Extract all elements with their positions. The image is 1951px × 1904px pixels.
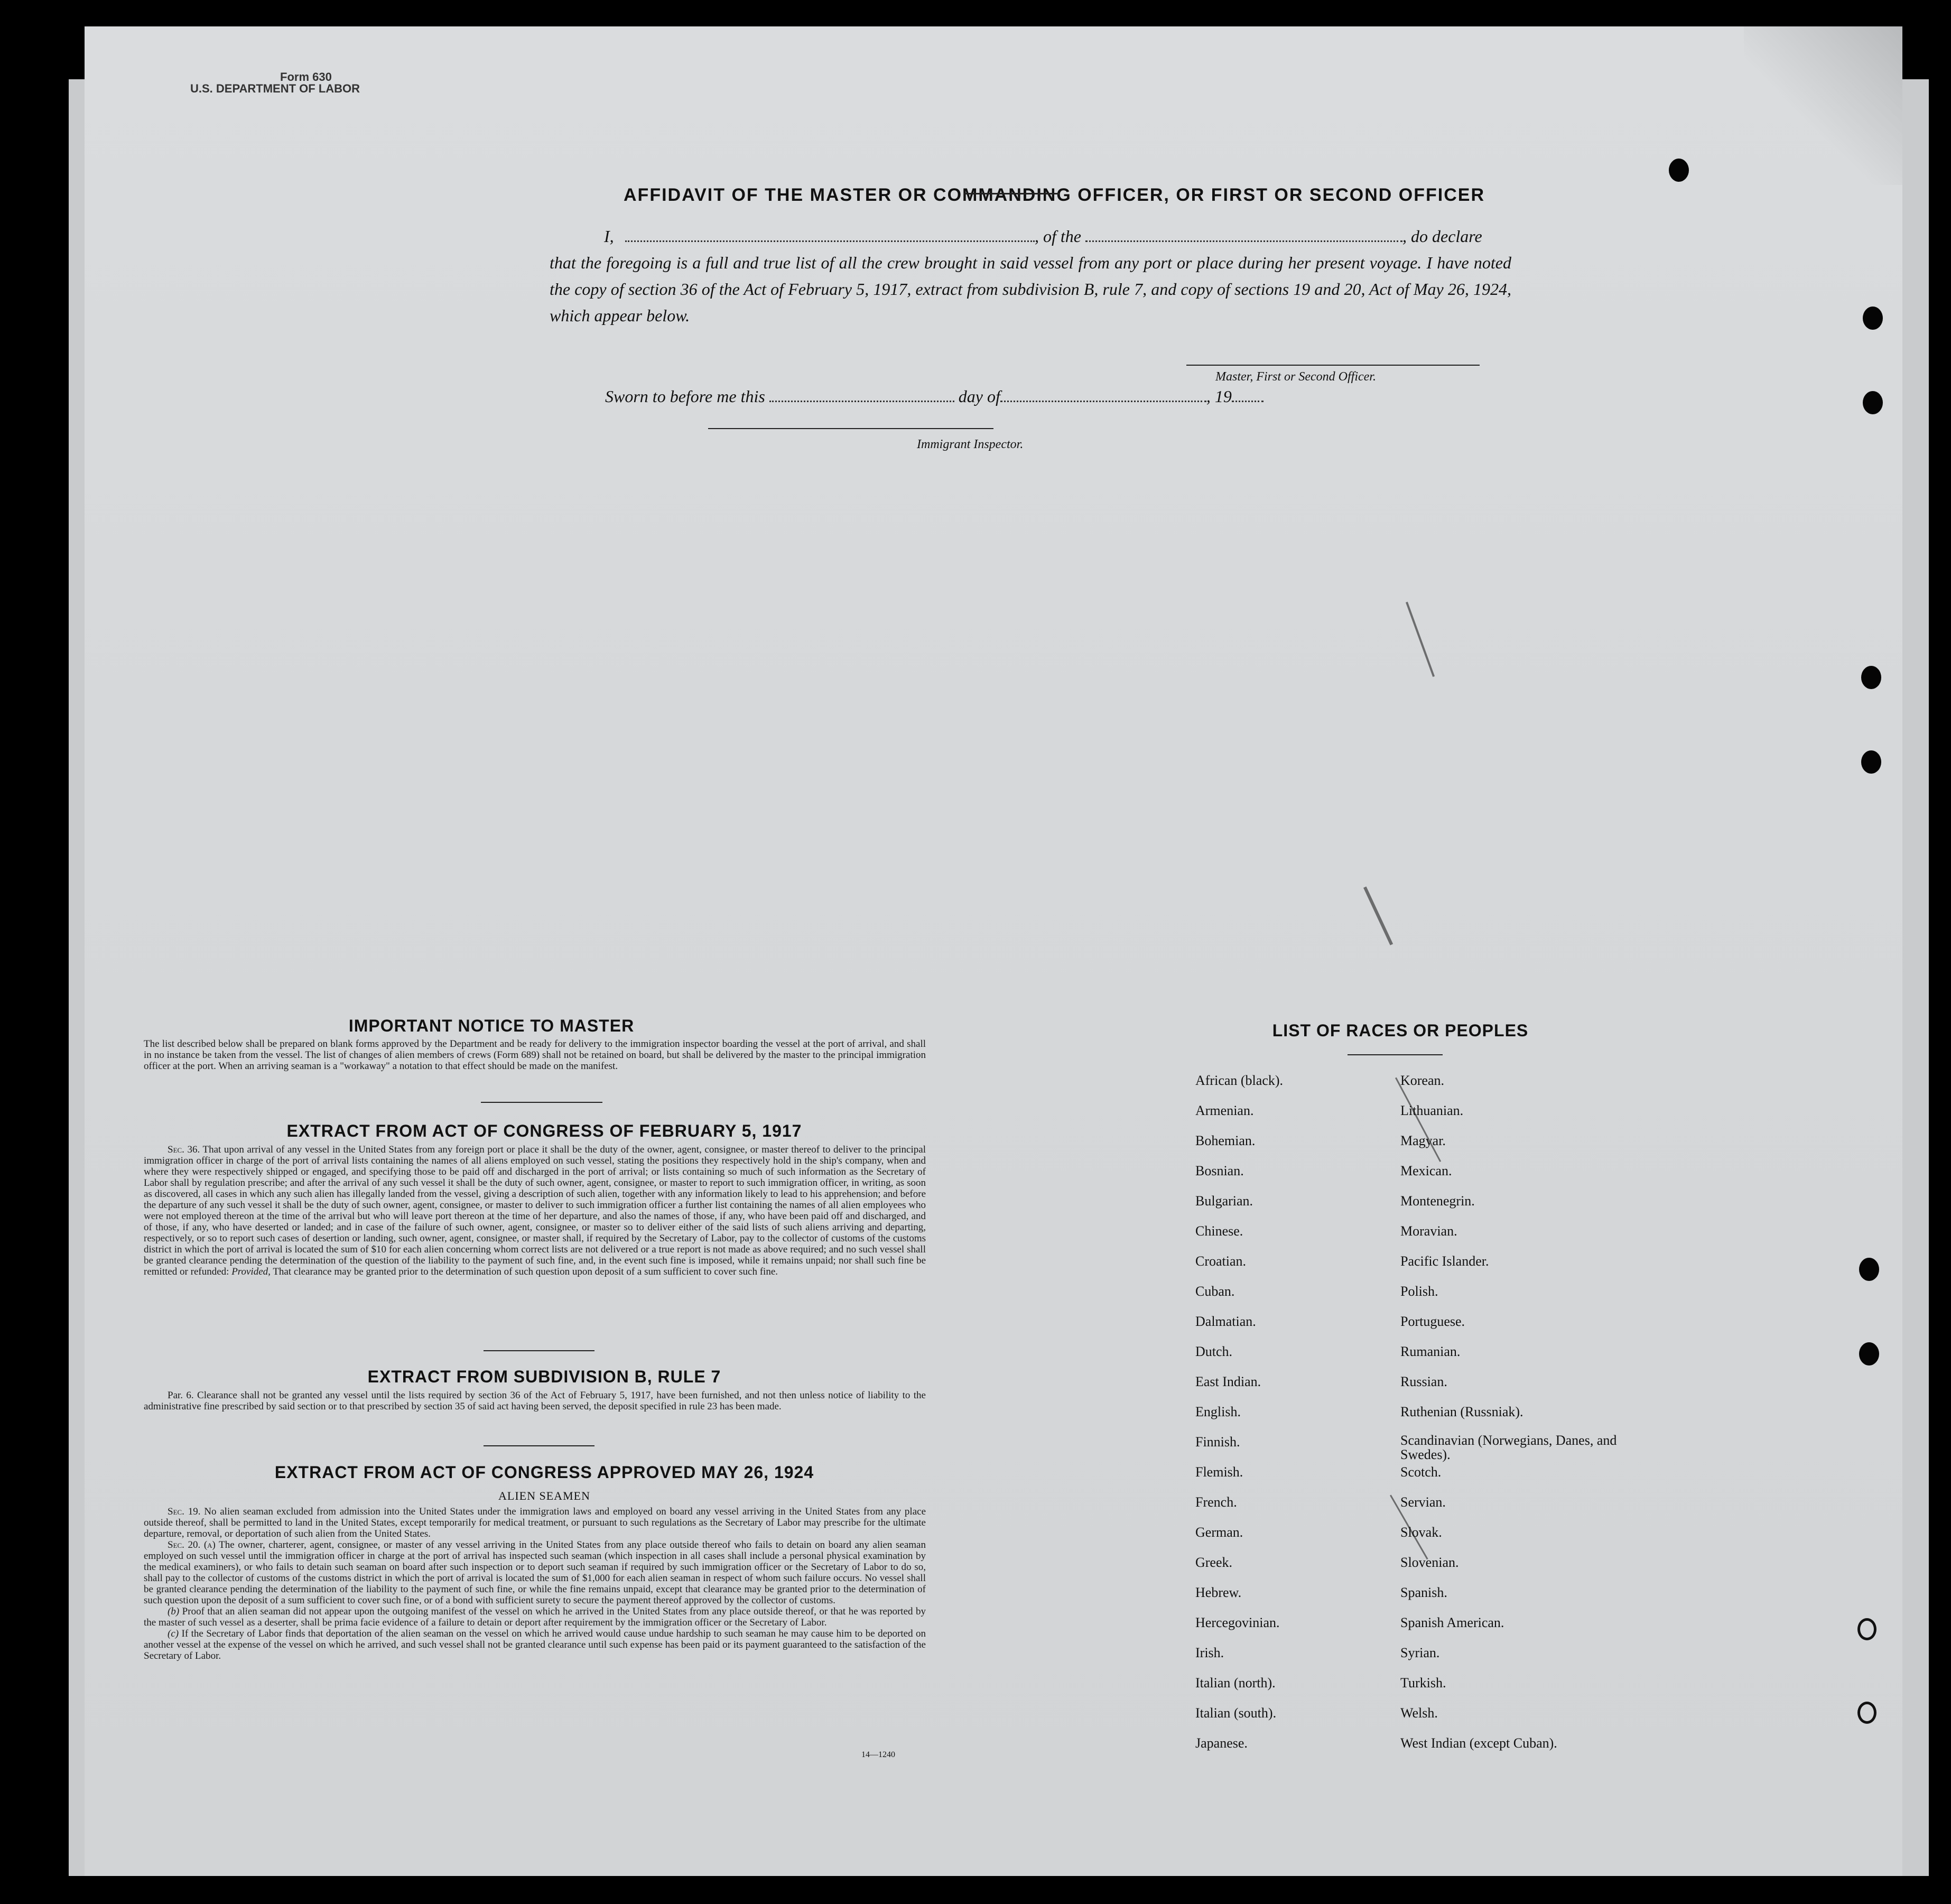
sec-19-label: Sec. 19. (168, 1506, 201, 1517)
race-item: Finnish. (1195, 1434, 1240, 1450)
sec-36-proviso: Provided, (231, 1266, 271, 1277)
punch-hole (1861, 750, 1881, 774)
races-right-column (1400, 1072, 1622, 1764)
notice-rule (481, 1102, 602, 1103)
sec-20b-text: Proof that an alien seaman did not appear upon the outgoing manifest of the vessel on which he arrived in the United States from any place outside thereof, or that he was reported by the master of such vessel as a deserter, shall be prima facie evidence of a failure to detain or deport after requirement by the immigration officer or the Secretary of Labor. (144, 1606, 926, 1628)
race-item: Italian (south). (1195, 1705, 1277, 1721)
punch-hole (1857, 1618, 1876, 1640)
race-item: Bohemian. (1195, 1133, 1256, 1148)
race-item: Turkish. (1400, 1675, 1446, 1691)
sworn-month-field[interactable] (1000, 386, 1206, 402)
race-item: Bosnian. (1195, 1163, 1244, 1178)
race-item: Croatian. (1195, 1253, 1247, 1269)
scan-scratch (1406, 602, 1435, 677)
punch-hole (1669, 159, 1689, 182)
race-item: Korean. (1400, 1073, 1445, 1088)
race-item: Spanish American. (1400, 1615, 1504, 1630)
inspector-signature-line[interactable] (708, 428, 993, 429)
sec-20c (144, 1628, 926, 1661)
race-item: Scotch. (1400, 1464, 1442, 1480)
race-item: Lithuanian. (1400, 1103, 1464, 1118)
affidavit-i: I, (604, 227, 614, 246)
race-item: Hebrew. (1195, 1585, 1242, 1600)
race-item: Rumanian. (1400, 1344, 1461, 1359)
notice-title: IMPORTANT NOTICE TO MASTER (348, 1016, 635, 1035)
extract-1924-text (144, 1506, 926, 1661)
sec-20c-label: (c) (168, 1628, 179, 1639)
race-item: Flemish. (1195, 1464, 1243, 1480)
race-item: Chinese. (1195, 1223, 1243, 1239)
form-department: U.S. DEPARTMENT OF LABOR (190, 82, 360, 95)
affidavit-body: that the foregoing is a full and true list of all the crew brought in said vessel from any port or place during her present voyage. I have noted the copy of section 36 of the Act of February 5, 1917, extract from subdivision B, rule 7, and copy of sections 19 and 20, Act of May 26, 1924, which appear below. (550, 253, 1511, 325)
race-item: East Indian. (1195, 1374, 1261, 1389)
extract-1917-text (144, 1144, 926, 1277)
race-item: Ruthenian (Russniak). (1400, 1404, 1523, 1419)
race-item: Dalmatian. (1195, 1314, 1256, 1329)
race-item: Slovenian. (1400, 1555, 1459, 1570)
sec-20b-label: (b) (168, 1606, 180, 1617)
rule-7-rule (484, 1445, 594, 1446)
form-number: Form 630 (280, 70, 332, 83)
affidavit-title-rule (964, 193, 1060, 194)
sec-20b (144, 1606, 926, 1628)
races-title-rule (1348, 1054, 1443, 1055)
race-item: Scandinavian (Norwegians, Danes, and Swedes). (1400, 1433, 1617, 1462)
sworn-day-field[interactable] (769, 386, 954, 402)
race-item: Servian. (1400, 1494, 1446, 1510)
race-item: Pacific Islander. (1400, 1253, 1489, 1269)
race-item: Montenegrin. (1400, 1193, 1475, 1209)
extract-1917-title: EXTRACT FROM ACT OF CONGRESS OF FEBRUARY 5, 1917 (286, 1121, 802, 1140)
race-item: Bulgarian. (1195, 1193, 1253, 1209)
sec-19 (144, 1506, 926, 1539)
race-item: Italian (north). (1195, 1675, 1276, 1691)
races-title: LIST OF RACES OR PEOPLES (1272, 1021, 1529, 1040)
race-item: Japanese. (1195, 1735, 1248, 1751)
sworn-prefix: Sworn to before me this (605, 387, 765, 406)
master-signature-caption: Master, First or Second Officer. (1215, 370, 1376, 384)
race-item: Syrian. (1400, 1645, 1440, 1660)
race-item: Slovak. (1400, 1525, 1442, 1540)
race-item: English. (1195, 1404, 1241, 1419)
punch-hole (1859, 1342, 1879, 1366)
race-item: Dutch. (1195, 1344, 1233, 1359)
race-item: Spanish. (1400, 1585, 1447, 1600)
race-item: German. (1195, 1525, 1243, 1540)
affidavit-of-the: , of the (1035, 227, 1081, 246)
race-item: French. (1195, 1494, 1237, 1510)
race-item: Mexican. (1400, 1163, 1452, 1178)
rule-7-text: Par. 6. Clearance shall not be granted any vessel until the lists required by section 36 of the Act of February 5, 1917, have been furnished, and not then unless notice of liability to the administrative fine prescribed by said section or to that prescribed by section 35 of said act having been served, the deposit specified in rule 23 has been made. (144, 1390, 926, 1412)
master-signature-line[interactable] (1186, 365, 1480, 366)
races-left-column (1195, 1072, 1396, 1764)
form-header (190, 71, 360, 95)
race-item: Cuban. (1195, 1284, 1235, 1299)
race-item: African (black). (1195, 1073, 1284, 1088)
notice-text: The list described below shall be prepared on blank forms approved by the Department and be ready for delivery to the immigration inspector boarding the vessel at the port of arrival, and shall in no instance be taken from the vessel. The list of changes of alien members of crews (Form 689) shall not be retained on board, but shall be delivered by the master to the principal immigration officer at the port. When an arriving seaman is a "workaway" a notation to that effect should be made on the manifest. (144, 1038, 926, 1072)
sec-36-tail: That clearance may be granted prior to the determination of such question upon deposit of a sum sufficient to cover such fine. (273, 1266, 778, 1277)
race-item: West Indian (except Cuban). (1400, 1735, 1557, 1751)
vessel-name-field[interactable] (1085, 226, 1402, 242)
extract-1924-title: EXTRACT FROM ACT OF CONGRESS APPROVED MAY 26, 1924 (274, 1463, 814, 1482)
race-item: Portuguese. (1400, 1314, 1465, 1329)
scan-scratch (1363, 886, 1393, 945)
alien-seamen-subtitle: ALIEN SEAMEN (498, 1489, 590, 1502)
sec-20a (144, 1539, 926, 1606)
race-item: Welsh. (1400, 1705, 1438, 1721)
race-item: Irish. (1195, 1645, 1224, 1660)
race-item: Polish. (1400, 1284, 1438, 1299)
affidavit-do-declare: , do declare (1402, 227, 1482, 246)
race-item: Armenian. (1195, 1103, 1254, 1118)
page-corner-shadow (1744, 26, 1902, 185)
print-code: 14—1240 (861, 1750, 895, 1759)
document-page (85, 26, 1902, 1876)
extract-1917-rule (484, 1350, 594, 1351)
sworn-line (605, 383, 1398, 410)
race-item: Moravian. (1400, 1223, 1457, 1239)
punch-hole (1857, 1702, 1876, 1724)
punch-hole (1861, 666, 1881, 689)
sec-36-text: That upon arrival of any vessel in the United States from any foreign port or place it shall be the duty of the owner, agent, consignee, or master thereof to deliver to the principal immigration officer in charge of the port of arrival lists containing the names of all aliens employed on such vessel, stating the positions they respectively hold in the ship's company, when and where they were respectively shipped or engaged, and specifying those to be paid off and discharged in the port of arrival; or lists containing so much of such information as the Secretary of Labor shall by regulation prescribe; and after the arrival of any such vessel it shall be the duty of such owner, agent, consignee, or master to report to such immigration officer, in writing, as soon as discovered, all cases in which any such alien has illegally landed from the vessel, giving a description of such alien, together with any information likely to lead to his apprehension; and before the departure of any such vessel it shall be the duty of such owner, agent, consignee, or master to deliver to such immigration officer a further list containing the names of all alien employees who were not employed thereon at the time of the arrival but who will leave port thereon at the time of her departure, and also the names of those, if any, who have been paid off and discharged, and of those, if any, who have deserted or landed; and in case of the failure of such owner, agent, consignee, or master so to deliver either of the said lists of such aliens arriving and departing, respectively, or so to report such cases of desertion or landing, such owner, agent, consignee, or master shall, if required by the Secretary of Labor, pay to the collector of customs of the customs district in which the port of arrival is located the sum of $10 for each alien concerning whom correct lists are not delivered or a true report is not made as above required; and no such vessel shall be granted clearance pending the determination of the question of the liability to the payment of such fine, and, in the event such fine is imposed, while it remains unpaid; nor shall such fine be remitted or refunded: (144, 1144, 926, 1277)
race-item: Magyar. (1400, 1133, 1446, 1148)
sworn-year: , 19 (1206, 387, 1232, 406)
punch-hole (1863, 307, 1883, 330)
sworn-year-field[interactable] (1232, 386, 1263, 402)
affidavit-line-1 (554, 223, 1516, 249)
race-item: Russian. (1400, 1374, 1447, 1389)
punch-hole (1859, 1258, 1879, 1281)
sec-20c-text: If the Secretary of Labor finds that deportation of the alien seaman on the vessel on which he arrived would cause undue hardship to such seaman he may cause him to be deported on another vessel at the expense of the vessel on which he arrived, and such vessel shall not be granted clearance until such expense has been paid or its payment guaranteed to the satisfaction of the Secretary of Labor. (144, 1628, 926, 1661)
affidavit-title: AFFIDAVIT OF THE MASTER OR COMMANDING OFFICER, OR FIRST OR SECOND OFFICER (624, 185, 1485, 205)
sec-19-text: No alien seaman excluded from admission into the United States under the immigration laws and employed on board any vessel arriving in the United States from any place outside thereof, shall be permitted to land in the United States, except temporarily for medical treatment, or pursuant to such regulations as the Secretary of Labor may prescribe for the ultimate departure, removal, or deportation of such alien from the United States. (144, 1506, 926, 1539)
sec-36-label: Sec. 36. (168, 1144, 200, 1155)
punch-hole (1863, 391, 1883, 414)
sworn-day-of: day of (958, 387, 1000, 406)
inspector-caption: Immigrant Inspector. (917, 438, 1024, 451)
declarant-name-field[interactable] (625, 226, 1035, 242)
race-item: Hercegovinian. (1195, 1615, 1280, 1630)
sec-20a-label: Sec. 20. (a) (168, 1539, 216, 1550)
rule-7-title: EXTRACT FROM SUBDIVISION B, RULE 7 (367, 1367, 721, 1386)
sec-20a-text: The owner, charterer, agent, consignee, or master of any vessel arriving in the United States from any place outside thereof who fails to detain on board any alien seaman employed on such vessel until the immigration officer in charge at the port of arrival has inspected such seaman (which inspection in all cases shall include a personal physical examination by the medical examiners), or who fails to detain such seaman on board after such inspection or to deport such seaman if required by such immigration officer or the Secretary of Labor to do so, shall pay to the collector of customs of the customs district in which the port of arrival is located the sum of $1,000 for each alien seaman in respect of whom such failure occurs. No vessel shall be granted clearance pending the determination of the liability to the payment of such fine, or while the fine remains unpaid, except that clearance may be granted prior to the determination of such question upon the deposit of a sum sufficient to cover such fine, or of a bond with sufficient surety to secure the payment thereof approved by the collector of customs. (144, 1539, 926, 1606)
race-item: Greek. (1195, 1555, 1233, 1570)
